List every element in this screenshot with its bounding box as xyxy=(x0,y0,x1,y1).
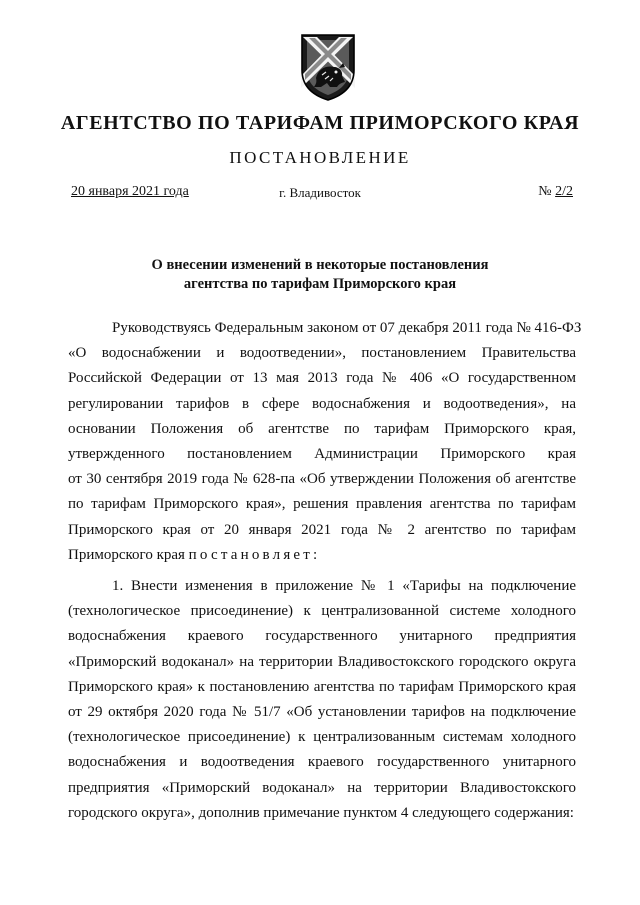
text-line: от 29 октября 2020 года № 51/7 «Об установлении тарифов на подключение xyxy=(68,704,576,721)
document-number xyxy=(538,184,573,200)
preamble-paragraph xyxy=(68,316,582,568)
document-number-label: № xyxy=(538,184,552,199)
document-date: 20 января 2021 года xyxy=(71,184,189,199)
document-type: ПОСТАНОВЛЕНИЕ xyxy=(229,148,411,167)
text-line: «О водоснабжении и водоотведении», постановлением Правительства xyxy=(68,345,576,362)
text-line: от 30 сентября 2019 года № 628-па «Об утверждении Положения об агентстве xyxy=(68,471,576,488)
document-city: г. Владивосток xyxy=(279,185,361,200)
text-line: регулировании тарифов в сфере водоснабжения и водоотведения», на xyxy=(68,395,576,412)
document-number-value: 2/2 xyxy=(555,184,573,199)
text-line: Руководствуясь Федеральным законом от 07 декабря 2011 года № 416-ФЗ xyxy=(112,320,582,336)
text-line: «Приморский водоканал» на территории Владивостокского городского округа xyxy=(68,653,576,670)
text-line: (технологическое присоединение) к централизованным системам холодного xyxy=(68,729,576,746)
text-line xyxy=(68,543,576,568)
primorsky-krai-coat-of-arms-icon xyxy=(299,32,357,102)
text-line: Приморского края» к постановлению агентства по тарифам Приморского края xyxy=(68,678,576,695)
text-line: утвержденного постановлением Администрации Приморского края xyxy=(68,446,576,463)
text-line: Российской Федерации от 13 мая 2013 года № 406 «О государственном xyxy=(68,370,576,387)
resolution-keyword: постановляет: xyxy=(188,546,321,563)
text-segment: Приморского края xyxy=(68,546,189,563)
subject-line: агентства по тарифам Приморского края xyxy=(183,276,457,292)
text-line: (технологическое присоединение) к централизованной системе холодного xyxy=(68,603,576,620)
text-line: по тарифам Приморского края», решения правления агентства по тарифам xyxy=(68,496,576,513)
text-line: водоснабжения и водоотведения краевого государственного унитарного xyxy=(68,754,576,771)
text-line: Приморского края от 20 января 2021 года № 2 агентство по тарифам xyxy=(68,521,576,538)
agency-name: АГЕНТСТВО ПО ТАРИФАМ ПРИМОРСКОГО КРАЯ xyxy=(60,112,580,134)
text-line: 1. Внести изменения в приложение № 1 «Тарифы на подключение xyxy=(112,578,576,594)
text-line: предприятия «Приморский водоканал» на территории Владивостокского xyxy=(68,779,576,796)
text-line: городского округа», дополнив примечание пунктом 4 следующего содержания: xyxy=(68,804,574,821)
document-subject xyxy=(0,256,640,294)
text-line: водоснабжения краевого государственного унитарного предприятия xyxy=(68,628,576,645)
item-1-paragraph xyxy=(68,574,576,826)
text-line: основании Положения об агентстве по тарифам Приморского края, xyxy=(68,420,576,437)
subject-line: О внесении изменений в некоторые постановления xyxy=(151,257,489,273)
